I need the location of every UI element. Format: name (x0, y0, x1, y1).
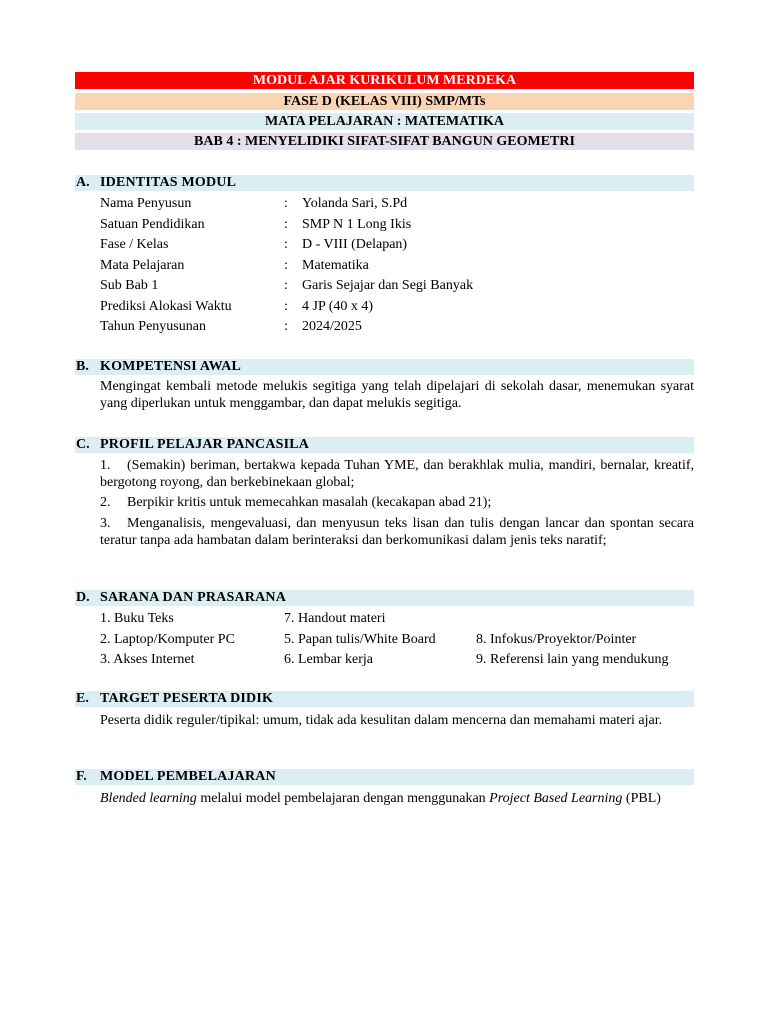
identity-sep: : (284, 299, 288, 314)
facility-item: 9. Referensi lain yang mendukung (476, 652, 669, 667)
identity-value: Yolanda Sari, S.Pd (302, 196, 408, 211)
subject-bar: MATA PELAJARAN : MATEMATIKA (75, 113, 694, 130)
learning-model-text (100, 790, 694, 807)
identity-value: Matematika (302, 258, 369, 273)
module-title-bar: MODUL AJAR KURIKULUM MERDEKA (75, 72, 694, 89)
list-item (100, 515, 694, 549)
learning-model-plain: (PBL) (622, 791, 661, 806)
identity-sep: : (284, 196, 288, 211)
section-c-title: PROFIL PELAJAR PANCASILA (100, 437, 310, 452)
facility-item: 3. Akses Internet (100, 652, 195, 667)
identity-value: 2024/2025 (302, 319, 362, 334)
identity-value: SMP N 1 Long Ikis (302, 217, 412, 232)
list-number: 3. (100, 516, 111, 531)
section-f-letter: F. (76, 769, 87, 784)
initial-competence-text: Mengingat kembali metode melukis segitiga yang telah dipelajari di sekolah dasar, menemukan syarat yang diperlukan untuk menggambar, dan dapat melukis segitiga. (100, 379, 694, 411)
identity-sep: : (284, 258, 288, 273)
facility-item: 6. Lembar kerja (284, 652, 374, 667)
identity-label: Tahun Penyusunan (100, 319, 206, 334)
identity-sep: : (284, 319, 288, 334)
fase-bar: FASE D (KELAS VIII) SMP/MTs (75, 93, 694, 110)
facility-item: 8. Infokus/Proyektor/Pointer (476, 632, 637, 647)
list-number: 1. (100, 458, 111, 473)
identity-label: Mata Pelajaran (100, 258, 185, 273)
learning-model-plain: melalui model pembelajaran dengan menggunakan (196, 791, 490, 806)
section-b-letter: B. (76, 359, 89, 374)
identity-value: 4 JP (40 x 4) (302, 299, 374, 314)
section-f-title: MODEL PEMBELAJARAN (100, 769, 276, 784)
identity-label: Sub Bab 1 (100, 278, 159, 293)
identity-value: D - VIII (Delapan) (302, 237, 408, 252)
identity-label: Prediksi Alokasi Waktu (100, 299, 232, 314)
target-students-text: Peserta didik reguler/tipikal: umum, tidak ada kesulitan dalam mencerna dan memahami materi ajar. (100, 713, 663, 728)
section-c-letter: C. (76, 437, 90, 452)
list-number: 2. (100, 495, 111, 510)
facility-item: 7. Handout materi (284, 611, 386, 626)
list-item-text: (Semakin) beriman, bertakwa kepada Tuhan YME, dan berakhlak mulia, mandiri, bernalar, kreatif, bergotong royong, dan berkebinekaan global; (100, 458, 694, 490)
identity-label: Nama Penyusun (100, 196, 192, 211)
list-item-text: Menganalisis, mengevaluasi, dan menyusun teks lisan dan tulis dengan lancar dan spontan secara teratur tanpa ada hambatan dalam berinteraksi dan berkomunikasi dalam jenis teks naratif; (100, 516, 694, 548)
facility-item: 1. Buku Teks (100, 611, 174, 626)
list-item (100, 457, 694, 491)
section-d-title: SARANA DAN PRASARANA (100, 590, 287, 605)
learning-model-italic: Project Based Learning (489, 791, 623, 806)
identity-sep: : (284, 237, 288, 252)
list-item-text: Berpikir kritis untuk memecahkan masalah (kecakapan abad 21); (127, 495, 492, 510)
section-a-letter: A. (76, 175, 90, 190)
identity-label: Satuan Pendidikan (100, 217, 205, 232)
identity-sep: : (284, 217, 288, 232)
section-e-letter: E. (76, 691, 89, 706)
facility-item: 2. Laptop/Komputer PC (100, 632, 235, 647)
facility-item: 5. Papan tulis/White Board (284, 632, 436, 647)
section-d-letter: D. (76, 590, 90, 605)
section-e-title: TARGET PESERTA DIDIK (100, 691, 274, 706)
identity-value: Garis Sejajar dan Segi Banyak (302, 278, 474, 293)
section-a-title: IDENTITAS MODUL (100, 175, 237, 190)
identity-sep: : (284, 278, 288, 293)
learning-model-italic: Blended learning (100, 791, 197, 806)
chapter-bar: BAB 4 : MENYELIDIKI SIFAT-SIFAT BANGUN GEOMETRI (75, 133, 694, 150)
identity-label: Fase / Kelas (100, 237, 169, 252)
section-b-title: KOMPETENSI AWAL (100, 359, 242, 374)
